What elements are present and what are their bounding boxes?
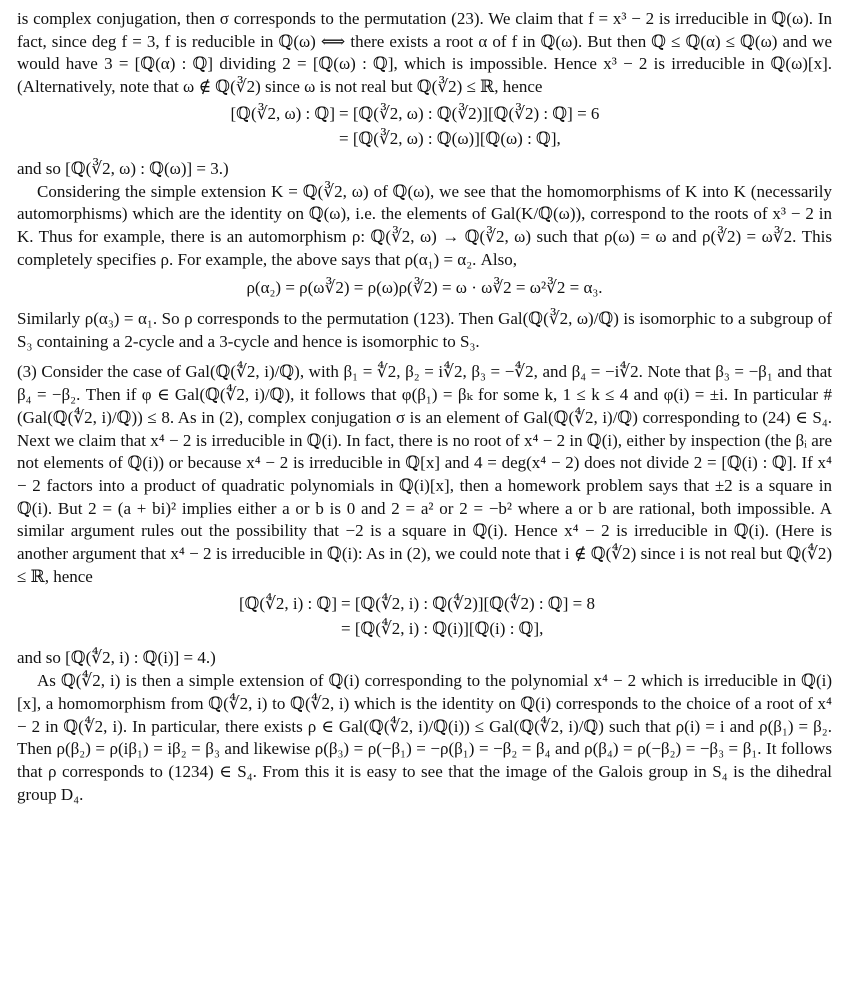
equation-line — [17, 102, 832, 127]
equation-rhs: = [ℚ(∛2, ω) : ℚ(∛2)][ℚ(∛2) : ℚ] = 6 — [339, 103, 600, 123]
equation-degree-quartic — [17, 591, 832, 641]
paragraph-simple-extension: Considering the simple extension K = ℚ(∛2, ω) of ℚ(ω), we see that the homomorphisms of K into K (necessarily automorphisms) which are the identity on ℚ(ω), i.e. the elements of Gal(K/ℚ(ω)), correspond to the roots of x³ − 2 in K. Thus for example, there is an automorphism ρ: ℚ(∛2, ω) → ℚ(∛2, ω) such that ρ(ω) = ω and ρ(∛2) = ω∛2. This completely specifies ρ. For example, the above says that ρ(α₁) = α₂. Also, — [17, 181, 832, 269]
equation-rhs: = [ℚ(∜2, i) : ℚ(i)][ℚ(i) : ℚ], — [341, 618, 544, 638]
equation-line — [17, 591, 832, 616]
paragraph-dihedral-group: As ℚ(∜2, i) is then a simple extension of ℚ(i) corresponding to the polynomial x⁴ − 2 which is irreducible in ℚ(i)[x], a homomorphism from ℚ(∜2, i) to ℚ(∜2, i) which is the identity on ℚ(i) corresponds to the choice of a root of x⁴ − 2 in ℚ(∜2, i). In particular, there exists ρ ∈ Gal(ℚ(∜2, i)/ℚ(i)) ≤ Gal(ℚ(∜2, i)/ℚ) such that ρ(i) = i and ρ(β₁) = β₂. Then ρ(β₂) = ρ(iβ₁) = iβ₂ = β₃ and likewise ρ(β₃) = ρ(−β₁) = −ρ(β₁) = −β₂ = β₄ and ρ(β₄) = ρ(−β₂) = −β₃ = β₁. It follows that ρ corresponds to (1234) ∈ S₄. From this it is easy to see that the image of the Galois group in S₄ is the dihedral group D₄. — [17, 671, 832, 804]
equation-lhs: [ℚ(∛2, ω) : ℚ] — [230, 103, 335, 123]
equation-degree-cubic — [17, 102, 832, 152]
equation-rho-alpha: ρ(α₂) = ρ(ω∛2) = ρ(ω)ρ(∛2) = ω · ω∛2 = ω²∛2 = α₃. — [246, 278, 603, 298]
equation-rhs: = [ℚ(∜2, i) : ℚ(∜2)][ℚ(∜2) : ℚ] = 8 — [341, 593, 595, 613]
equation-rhs: = [ℚ(∛2, ω) : ℚ(ω)][ℚ(ω) : ℚ], — [339, 128, 561, 148]
equation-lhs: [ℚ(∜2, i) : ℚ] — [238, 593, 337, 613]
paragraph-permutation-123: Similarly ρ(α₃) = α₁. So ρ corresponds to the permutation (123). Then Gal(ℚ(∛2, ω)/ℚ) is isomorphic to a subgroup of S₃ containing a 2-cycle and a 3-cycle and hence is isomorphic to S₃. — [17, 309, 832, 351]
equation-line — [17, 616, 832, 641]
paragraph-degree-conclusion: and so [ℚ(∛2, ω) : ℚ(ω)] = 3.) — [17, 158, 229, 178]
paragraph-cubic-irreducibility: is complex conjugation, then σ corresponds to the permutation (23). We claim that f = x³ − 2 is irreducible in ℚ(ω). In fact, since deg f = 3, f is reducible in ℚ(ω) ⟺ there exists a root α of f in ℚ(ω). But then ℚ ≤ ℚ(α) ≤ ℚ(ω) and we would have 3 = [ℚ(α) : ℚ] dividing 2 = [ℚ(ω) : ℚ], which is impossible. Hence x³ − 2 is irreducible in ℚ(ω)[x]. (Alternatively, note that ω ∉ ℚ(∛2) since ω is not real but ℚ(∛2) ≤ ℝ, hence — [17, 9, 832, 97]
equation-line — [17, 127, 832, 152]
paragraph-degree-conclusion-quartic: and so [ℚ(∜2, i) : ℚ(i)] = 4.) — [17, 648, 216, 668]
paragraph-case-3: (3) Consider the case of Gal(ℚ(∜2, i)/ℚ), with β₁ = ∜2, β₂ = i∜2, β₃ = −∜2, and β₄ = −i∜2. Note that β₃ = −β₁ and that β₄ = −β₂. Then if φ ∈ Gal(ℚ(∜2, i)/ℚ), it follows that φ(β₁) = βₖ for some k, 1 ≤ k ≤ 4 and φ(i) = ±i. In particular #(Gal(ℚ(∜2, i)/ℚ)) ≤ 8. As in (2), complex conjugation σ is an element of Gal(ℚ(∜2, i)/ℚ) corresponding to (24) ∈ S₄. Next we claim that x⁴ − 2 is irreducible in ℚ(i). In fact, there is no root of x⁴ − 2 in ℚ(i), either by inspection (the βᵢ are not elements of ℚ(i)) or because x⁴ − 2 is irreducible in ℚ[x] and 4 = deg(x⁴ − 2) does not divide 2 = [ℚ(i) : ℚ]. If x⁴ − 2 factors into a product of quadratic polynomials in ℚ(i)[x], then a homework problem says that ±2 is a square in ℚ(i). But 2 = (a + bi)² implies either a or b is 0 and 2 = a² or 2 = −b² where a or b are rational, both impossible. A similar argument rules out the possibility that −2 is a square in ℚ(i). Hence x⁴ − 2 is irreducible in ℚ(i). (Here is another argument that x⁴ − 2 is irreducible in ℚ(i): As in (2), we could note that i ∉ ℚ(∜2) since i is not real but ℚ(∜2) ≤ ℝ, hence — [17, 362, 832, 586]
